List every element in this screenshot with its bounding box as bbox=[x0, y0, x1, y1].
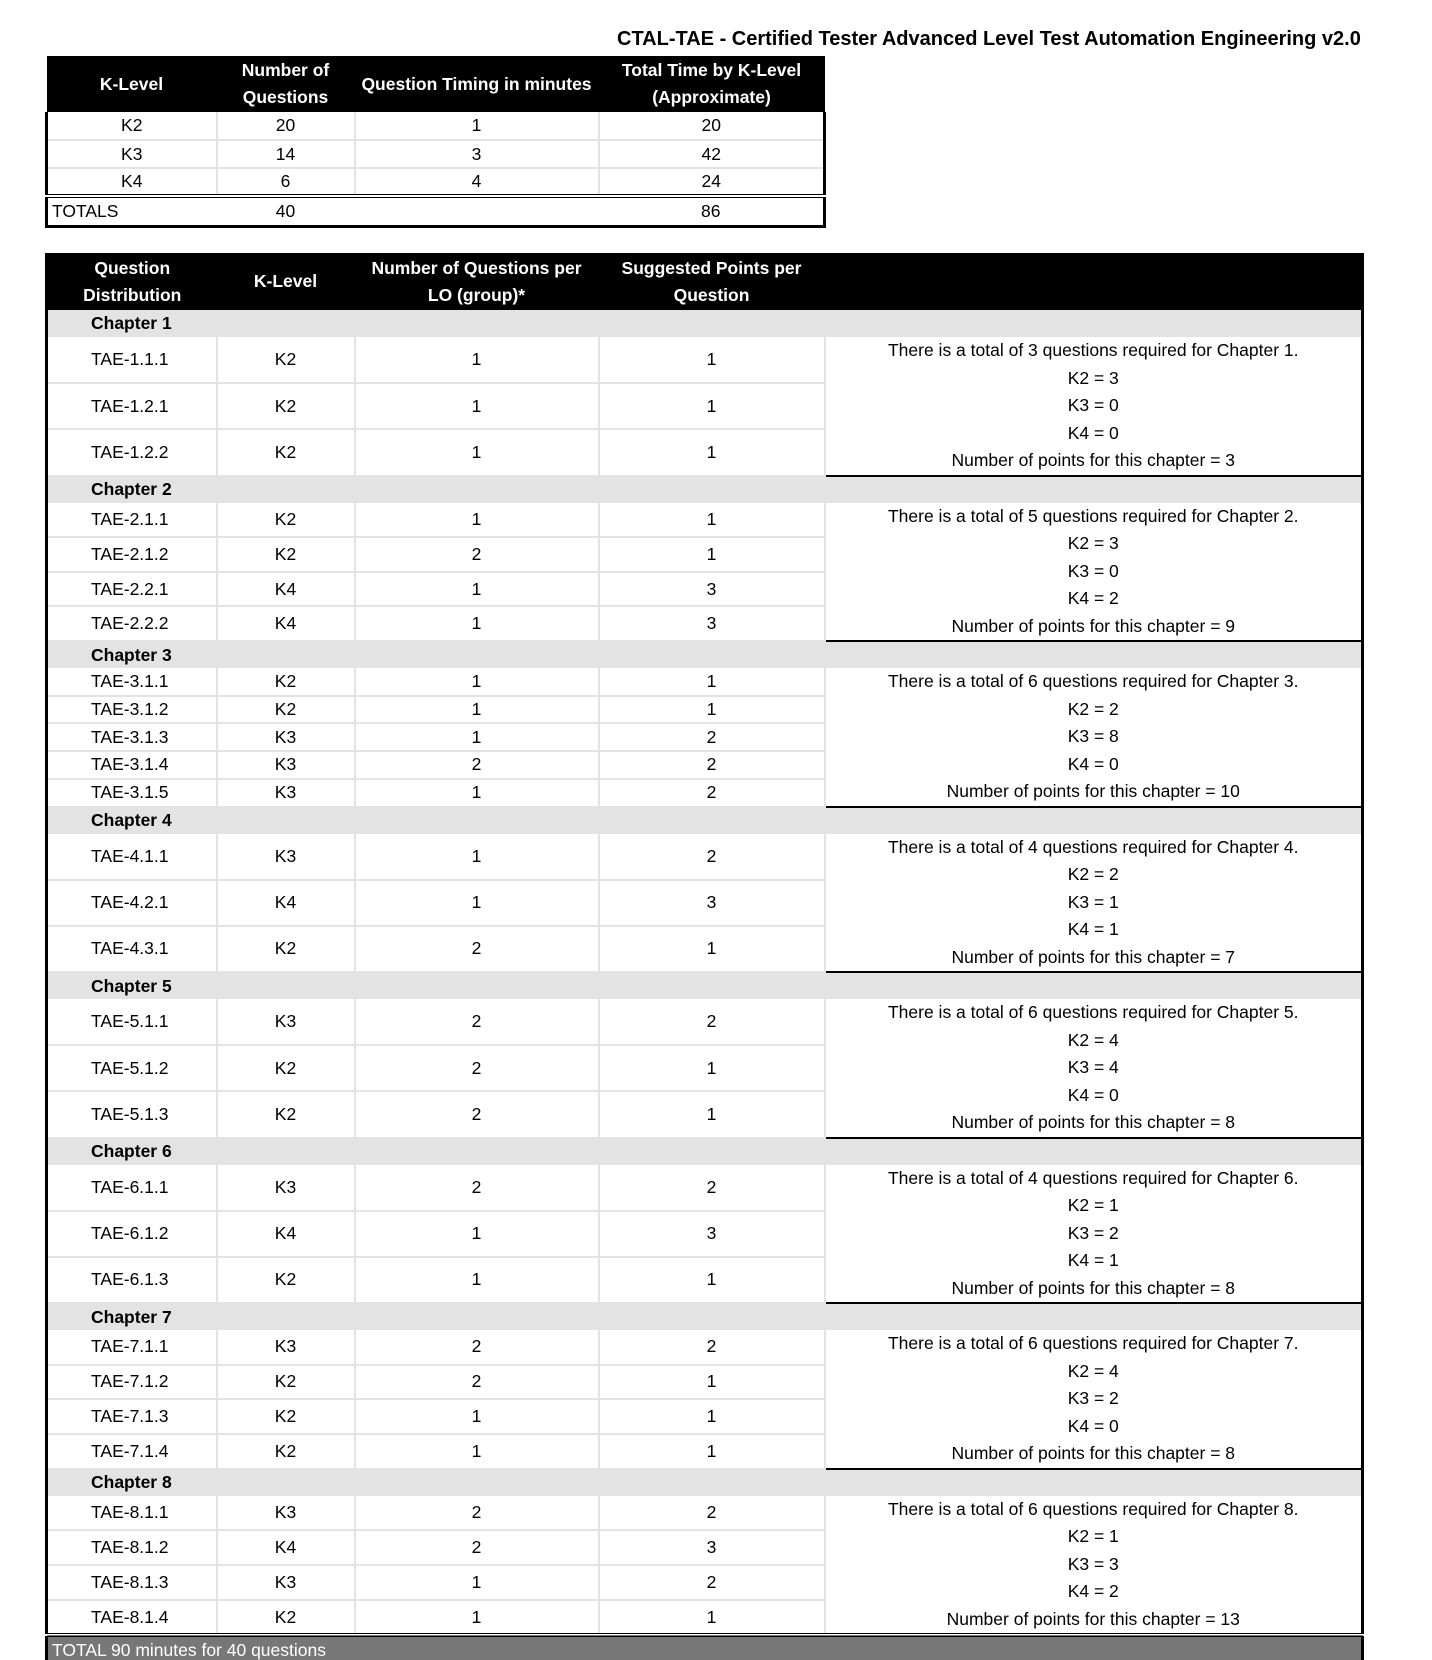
chapter-summary-line: K3 = 3 bbox=[1067, 1553, 1119, 1574]
lo-points: 1 bbox=[599, 926, 825, 972]
lo-row bbox=[47, 999, 1363, 1045]
lo-points: 1 bbox=[599, 696, 825, 724]
lo-k-level: K2 bbox=[217, 1091, 355, 1137]
lo-question-count: 2 bbox=[355, 926, 599, 972]
chapter-title: Chapter 2 bbox=[47, 476, 1363, 503]
lo-k-level: K4 bbox=[217, 606, 355, 641]
chapter-summary-note bbox=[825, 337, 1363, 476]
chapter-summary-note bbox=[825, 1330, 1363, 1469]
lo-id: TAE-3.1.2 bbox=[47, 696, 217, 724]
lo-question-count: 1 bbox=[355, 1600, 599, 1635]
distribution-body bbox=[47, 310, 1363, 1635]
chapter-header-row bbox=[47, 972, 1363, 999]
question-distribution-table bbox=[45, 253, 1364, 1660]
distribution-header-points-per-question: Suggested Points per Question bbox=[599, 253, 825, 310]
k-level-summary-table bbox=[45, 56, 826, 228]
chapter-summary-line: K4 = 2 bbox=[1067, 1581, 1119, 1601]
summary-cell: 4 bbox=[355, 168, 599, 196]
chapter-summary-line: K2 = 2 bbox=[1067, 698, 1119, 719]
summary-totals-row bbox=[47, 196, 825, 226]
summary-totals-timing bbox=[355, 196, 599, 226]
lo-question-count: 1 bbox=[355, 1434, 599, 1469]
lo-points: 1 bbox=[599, 1257, 825, 1303]
chapter-header-row bbox=[47, 1303, 1363, 1330]
summary-row bbox=[47, 168, 825, 196]
lo-question-count: 2 bbox=[355, 1045, 599, 1091]
chapter-summary-line: K4 = 0 bbox=[1067, 1084, 1119, 1105]
lo-k-level: K3 bbox=[217, 1496, 355, 1531]
distribution-total-label: TOTAL 90 minutes for 40 questions bbox=[47, 1635, 1363, 1660]
summary-row bbox=[47, 140, 825, 168]
chapter-header-row bbox=[47, 310, 1363, 337]
lo-points: 2 bbox=[599, 1330, 825, 1365]
summary-header-number-of-questions: Number of Questions bbox=[217, 56, 355, 112]
chapter-summary-line: Number of points for this chapter = 8 bbox=[951, 1443, 1236, 1463]
summary-cell: 1 bbox=[355, 112, 599, 140]
lo-points: 2 bbox=[599, 1565, 825, 1600]
chapter-summary-line: Number of points for this chapter = 13 bbox=[946, 1608, 1240, 1629]
lo-k-level: K4 bbox=[217, 572, 355, 607]
chapter-summary-line: There is a total of 4 questions required for Chapter 4. bbox=[887, 836, 1299, 857]
chapter-summary-note bbox=[825, 834, 1363, 973]
lo-id: TAE-4.2.1 bbox=[47, 880, 217, 926]
lo-points: 3 bbox=[599, 572, 825, 607]
chapter-summary-line: K4 = 0 bbox=[1067, 753, 1119, 774]
lo-k-level: K2 bbox=[217, 1257, 355, 1303]
lo-points: 1 bbox=[599, 1365, 825, 1400]
lo-question-count: 1 bbox=[355, 1211, 599, 1257]
lo-question-count: 1 bbox=[355, 429, 599, 475]
chapter-summary-line: There is a total of 4 questions required for Chapter 6. bbox=[887, 1167, 1299, 1188]
chapter-summary-line: K3 = 1 bbox=[1067, 891, 1119, 912]
lo-question-count: 1 bbox=[355, 337, 599, 383]
lo-question-count: 1 bbox=[355, 1565, 599, 1600]
lo-k-level: K4 bbox=[217, 1211, 355, 1257]
lo-question-count: 2 bbox=[355, 537, 599, 572]
lo-id: TAE-7.1.3 bbox=[47, 1399, 217, 1434]
lo-points: 3 bbox=[599, 880, 825, 926]
chapter-summary-line: K2 = 4 bbox=[1067, 1360, 1119, 1381]
chapter-summary-line: There is a total of 6 questions required for Chapter 5. bbox=[887, 1002, 1299, 1022]
chapter-summary-note bbox=[825, 999, 1363, 1138]
lo-id: TAE-1.2.1 bbox=[47, 383, 217, 429]
chapter-summary-line: K4 = 1 bbox=[1067, 1250, 1119, 1270]
lo-points: 1 bbox=[599, 429, 825, 475]
chapter-summary-line: K3 = 0 bbox=[1067, 560, 1119, 581]
distribution-header-k-level: K-Level bbox=[217, 253, 355, 310]
lo-question-count: 2 bbox=[355, 1091, 599, 1137]
lo-id: TAE-2.1.1 bbox=[47, 503, 217, 538]
lo-row bbox=[47, 668, 1363, 696]
chapter-title: Chapter 3 bbox=[47, 641, 1363, 668]
document-title: CTAL-TAE - Certified Tester Advanced Level Test Automation Engineering v2.0 bbox=[617, 28, 1361, 50]
lo-k-level: K3 bbox=[217, 751, 355, 779]
chapter-summary-line: K2 = 3 bbox=[1067, 533, 1119, 553]
distribution-header-question-distribution: Question Distribution bbox=[47, 253, 217, 310]
lo-k-level: K2 bbox=[217, 1365, 355, 1400]
lo-points: 1 bbox=[599, 1434, 825, 1469]
lo-id: TAE-1.2.2 bbox=[47, 429, 217, 475]
chapter-summary-line: K3 = 0 bbox=[1067, 395, 1119, 415]
summary-header-k-level: K-Level bbox=[47, 56, 217, 112]
lo-points: 1 bbox=[599, 383, 825, 429]
lo-points: 2 bbox=[599, 1496, 825, 1531]
lo-k-level: K3 bbox=[217, 779, 355, 807]
lo-k-level: K3 bbox=[217, 1330, 355, 1365]
lo-id: TAE-8.1.2 bbox=[47, 1530, 217, 1565]
lo-k-level: K3 bbox=[217, 723, 355, 751]
lo-id: TAE-7.1.4 bbox=[47, 1434, 217, 1469]
lo-question-count: 1 bbox=[355, 834, 599, 880]
lo-question-count: 1 bbox=[355, 723, 599, 751]
lo-points: 2 bbox=[599, 1165, 825, 1211]
chapter-summary-note bbox=[825, 503, 1363, 642]
lo-k-level: K2 bbox=[217, 668, 355, 696]
lo-row bbox=[47, 337, 1363, 383]
lo-row bbox=[47, 503, 1363, 538]
summary-cell: 20 bbox=[599, 112, 825, 140]
lo-question-count: 2 bbox=[355, 1330, 599, 1365]
lo-question-count: 1 bbox=[355, 383, 599, 429]
lo-k-level: K3 bbox=[217, 999, 355, 1045]
chapter-header-row bbox=[47, 807, 1363, 834]
chapter-summary-line: K4 = 0 bbox=[1067, 1415, 1119, 1436]
chapter-summary-line: K2 = 1 bbox=[1067, 1195, 1119, 1215]
lo-question-count: 2 bbox=[355, 1496, 599, 1531]
chapter-summary-note bbox=[825, 1165, 1363, 1304]
chapter-summary-line: K2 = 1 bbox=[1067, 1526, 1119, 1546]
lo-k-level: K2 bbox=[217, 537, 355, 572]
summary-cell: K2 bbox=[47, 112, 217, 140]
lo-points: 2 bbox=[599, 834, 825, 880]
chapter-summary-line: Number of points for this chapter = 3 bbox=[951, 450, 1236, 470]
lo-id: TAE-4.3.1 bbox=[47, 926, 217, 972]
chapter-summary-line: Number of points for this chapter = 7 bbox=[951, 946, 1236, 967]
lo-row bbox=[47, 1496, 1363, 1531]
lo-id: TAE-3.1.4 bbox=[47, 751, 217, 779]
chapter-summary-line: K2 = 4 bbox=[1067, 1029, 1119, 1050]
lo-id: TAE-8.1.3 bbox=[47, 1565, 217, 1600]
lo-id: TAE-3.1.5 bbox=[47, 779, 217, 807]
distribution-header-notes bbox=[825, 253, 1363, 310]
summary-cell: 42 bbox=[599, 140, 825, 168]
chapter-summary-line: K3 = 2 bbox=[1067, 1222, 1119, 1243]
lo-id: TAE-6.1.1 bbox=[47, 1165, 217, 1211]
lo-id: TAE-7.1.1 bbox=[47, 1330, 217, 1365]
lo-points: 1 bbox=[599, 1600, 825, 1635]
chapter-title: Chapter 8 bbox=[47, 1469, 1363, 1496]
distribution-header-questions-per-lo: Number of Questions per LO (group)* bbox=[355, 253, 599, 310]
lo-k-level: K3 bbox=[217, 834, 355, 880]
lo-question-count: 1 bbox=[355, 572, 599, 607]
lo-question-count: 1 bbox=[355, 880, 599, 926]
chapter-title: Chapter 5 bbox=[47, 972, 1363, 999]
lo-k-level: K4 bbox=[217, 880, 355, 926]
lo-k-level: K2 bbox=[217, 696, 355, 724]
lo-k-level: K3 bbox=[217, 1565, 355, 1600]
lo-id: TAE-5.1.1 bbox=[47, 999, 217, 1045]
lo-question-count: 2 bbox=[355, 999, 599, 1045]
chapter-summary-line: K2 = 3 bbox=[1067, 367, 1119, 388]
lo-k-level: K3 bbox=[217, 1165, 355, 1211]
chapter-summary-line: There is a total of 6 questions required for Chapter 3. bbox=[887, 671, 1299, 691]
summary-totals-questions: 40 bbox=[217, 196, 355, 226]
chapter-title: Chapter 7 bbox=[47, 1303, 1363, 1330]
lo-id: TAE-3.1.3 bbox=[47, 723, 217, 751]
summary-totals-label: TOTALS bbox=[47, 196, 217, 226]
lo-k-level: K2 bbox=[217, 1600, 355, 1635]
chapter-summary-line: K3 = 2 bbox=[1067, 1388, 1119, 1408]
summary-cell: 14 bbox=[217, 140, 355, 168]
chapter-summary-line: Number of points for this chapter = 8 bbox=[951, 1277, 1236, 1298]
summary-header-row bbox=[47, 56, 825, 112]
chapter-summary-note bbox=[825, 1496, 1363, 1636]
lo-id: TAE-8.1.4 bbox=[47, 1600, 217, 1635]
chapter-summary-line: K3 = 4 bbox=[1067, 1057, 1119, 1077]
chapter-summary-line: Number of points for this chapter = 8 bbox=[951, 1112, 1236, 1132]
lo-k-level: K2 bbox=[217, 1434, 355, 1469]
chapter-summary-line: There is a total of 6 questions required for Chapter 8. bbox=[887, 1498, 1299, 1519]
lo-points: 3 bbox=[599, 606, 825, 641]
chapter-title: Chapter 4 bbox=[47, 807, 1363, 834]
lo-points: 1 bbox=[599, 1045, 825, 1091]
summary-cell: 6 bbox=[217, 168, 355, 196]
chapter-header-row bbox=[47, 1469, 1363, 1496]
lo-points: 2 bbox=[599, 751, 825, 779]
lo-question-count: 1 bbox=[355, 696, 599, 724]
lo-question-count: 1 bbox=[355, 606, 599, 641]
summary-cell: 24 bbox=[599, 168, 825, 196]
chapter-summary-line: There is a total of 5 questions required for Chapter 2. bbox=[887, 505, 1299, 526]
summary-cell: K3 bbox=[47, 140, 217, 168]
lo-points: 1 bbox=[599, 337, 825, 383]
lo-question-count: 1 bbox=[355, 668, 599, 696]
lo-k-level: K2 bbox=[217, 383, 355, 429]
chapter-title: Chapter 1 bbox=[47, 310, 1363, 337]
lo-question-count: 1 bbox=[355, 1257, 599, 1303]
lo-question-count: 1 bbox=[355, 779, 599, 807]
lo-k-level: K2 bbox=[217, 926, 355, 972]
chapter-summary-line: Number of points for this chapter = 9 bbox=[951, 615, 1236, 636]
lo-id: TAE-5.1.2 bbox=[47, 1045, 217, 1091]
lo-question-count: 2 bbox=[355, 1365, 599, 1400]
lo-points: 2 bbox=[599, 779, 825, 807]
summary-cell: 20 bbox=[217, 112, 355, 140]
lo-id: TAE-7.1.2 bbox=[47, 1365, 217, 1400]
lo-id: TAE-2.2.2 bbox=[47, 606, 217, 641]
lo-question-count: 1 bbox=[355, 503, 599, 538]
chapter-summary-line: K4 = 0 bbox=[1067, 422, 1119, 443]
chapter-header-row bbox=[47, 476, 1363, 503]
summary-header-question-timing: Question Timing in minutes bbox=[355, 56, 599, 112]
lo-row bbox=[47, 1165, 1363, 1211]
lo-id: TAE-2.2.1 bbox=[47, 572, 217, 607]
lo-points: 1 bbox=[599, 1399, 825, 1434]
lo-question-count: 2 bbox=[355, 1530, 599, 1565]
chapter-summary-note bbox=[825, 668, 1363, 807]
lo-k-level: K4 bbox=[217, 1530, 355, 1565]
lo-id: TAE-4.1.1 bbox=[47, 834, 217, 880]
lo-points: 2 bbox=[599, 999, 825, 1045]
lo-id: TAE-2.1.2 bbox=[47, 537, 217, 572]
chapter-title: Chapter 6 bbox=[47, 1138, 1363, 1165]
chapter-header-row bbox=[47, 641, 1363, 668]
lo-id: TAE-6.1.3 bbox=[47, 1257, 217, 1303]
chapter-summary-line: K4 = 2 bbox=[1067, 588, 1119, 608]
lo-points: 3 bbox=[599, 1530, 825, 1565]
chapter-summary-line: There is a total of 6 questions required for Chapter 7. bbox=[887, 1333, 1299, 1353]
chapter-summary-line: Number of points for this chapter = 10 bbox=[946, 781, 1240, 801]
lo-id: TAE-1.1.1 bbox=[47, 337, 217, 383]
chapter-header-row bbox=[47, 1138, 1363, 1165]
lo-k-level: K2 bbox=[217, 429, 355, 475]
lo-points: 1 bbox=[599, 1091, 825, 1137]
lo-points: 3 bbox=[599, 1211, 825, 1257]
summary-cell: 3 bbox=[355, 140, 599, 168]
summary-totals-time: 86 bbox=[599, 196, 825, 226]
lo-points: 1 bbox=[599, 668, 825, 696]
summary-cell: K4 bbox=[47, 168, 217, 196]
lo-id: TAE-3.1.1 bbox=[47, 668, 217, 696]
lo-points: 1 bbox=[599, 537, 825, 572]
chapter-summary-line: K2 = 2 bbox=[1067, 864, 1119, 884]
lo-id: TAE-8.1.1 bbox=[47, 1496, 217, 1531]
lo-row bbox=[47, 834, 1363, 880]
chapter-summary-line: K3 = 8 bbox=[1067, 726, 1119, 746]
lo-question-count: 2 bbox=[355, 1165, 599, 1211]
distribution-header-row bbox=[47, 253, 1363, 310]
lo-points: 1 bbox=[599, 503, 825, 538]
summary-row bbox=[47, 112, 825, 140]
lo-k-level: K2 bbox=[217, 503, 355, 538]
lo-k-level: K2 bbox=[217, 1045, 355, 1091]
lo-row bbox=[47, 1330, 1363, 1365]
lo-id: TAE-6.1.2 bbox=[47, 1211, 217, 1257]
summary-header-total-time: Total Time by K-Level (Approximate) bbox=[599, 56, 825, 112]
lo-k-level: K2 bbox=[217, 1399, 355, 1434]
lo-question-count: 2 bbox=[355, 751, 599, 779]
lo-points: 2 bbox=[599, 723, 825, 751]
chapter-summary-line: There is a total of 3 questions required for Chapter 1. bbox=[887, 340, 1299, 360]
lo-question-count: 1 bbox=[355, 1399, 599, 1434]
lo-id: TAE-5.1.3 bbox=[47, 1091, 217, 1137]
distribution-total-row bbox=[47, 1635, 1363, 1660]
chapter-summary-line: K4 = 1 bbox=[1067, 919, 1119, 939]
lo-k-level: K2 bbox=[217, 337, 355, 383]
